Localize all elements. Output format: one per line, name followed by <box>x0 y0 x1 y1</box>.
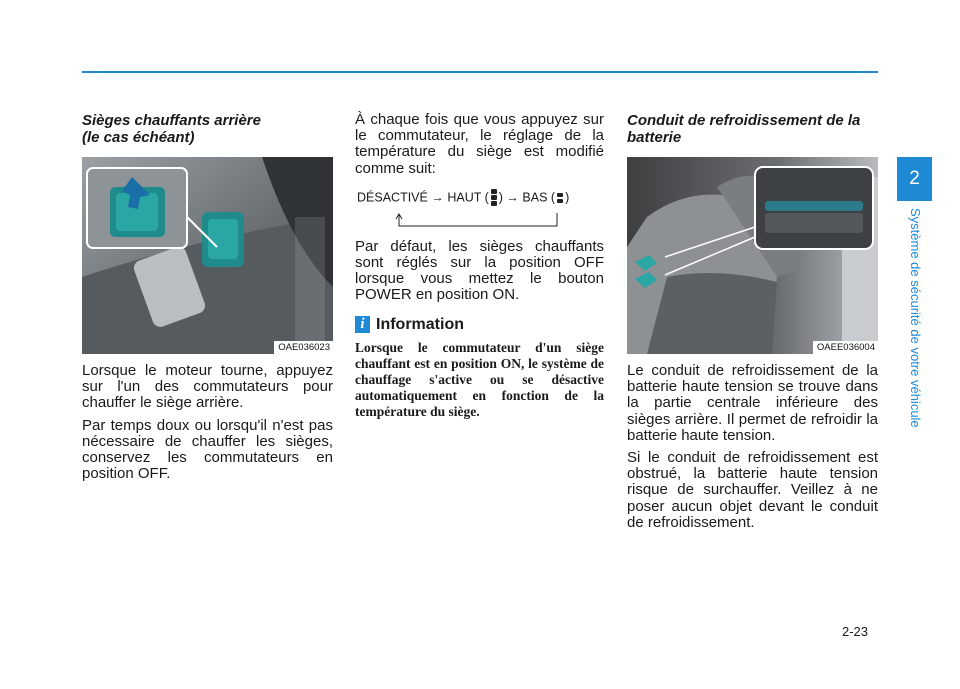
seat-switch-photo <box>82 157 333 354</box>
seat-switch-illustration <box>82 157 333 354</box>
image-code: OAEE036004 <box>813 341 878 354</box>
page-number: 2-23 <box>842 624 869 639</box>
paragraph: Par défaut, les sièges chauffants sont réglés sur la position OFF lorsque vous mettez le bouton POWER en position ON. <box>355 237 604 304</box>
cycle-high-label: HAUT ( <box>447 190 489 205</box>
cycle-diagram <box>355 183 604 235</box>
section-heading <box>82 112 333 146</box>
image-code: OAE036023 <box>274 341 333 354</box>
cycle-low-label: BAS ( <box>522 190 556 205</box>
cycle-close-paren: ) <box>565 190 570 205</box>
heading-line-2: (le cas échéant) <box>82 129 195 146</box>
info-icon: i <box>355 316 370 333</box>
heading-line-1: Sièges chauffants arrière <box>82 112 261 129</box>
paragraph: À chaque fois que vous appuyez sur le commutateur, le réglage de la température du siège est modifié comme suit: <box>355 111 604 177</box>
cycle-return-arrow-icon <box>355 183 604 235</box>
cycle-off-label: DÉSACTIVÉ <box>357 190 428 205</box>
column-battery-cooling <box>627 112 878 537</box>
info-title: Information <box>376 315 464 333</box>
cycle-close-paren: ) <box>498 190 503 205</box>
arrow-icon: → <box>506 190 519 205</box>
paragraph: Le conduit de refroidissement de la batterie haute tension se trouve dans la partie centrale inférieure des sièges arrière. Il permet de refroidir la batterie haute tension. <box>627 362 878 444</box>
information-box <box>355 316 604 420</box>
heading-line-2: batterie <box>627 129 682 146</box>
chapter-title: Système de sécurité de votre véhicule <box>908 208 923 428</box>
paragraph: Si le conduit de refroidissement est obstrué, la batterie haute tension risque de surchauffer. Veillez à ne poser aucun objet devant le conduit de refroidissement. <box>627 449 878 531</box>
heading-line-1: Conduit de refroidissement de la <box>627 112 861 129</box>
chapter-title-vertical <box>903 208 925 453</box>
column-heated-seats <box>82 112 333 488</box>
chapter-number-tab: 2 <box>897 157 932 201</box>
info-body: Lorsque le commutateur d'un siège chauffant est en position ON, le système de chauffage s'active ou se désactive automatiquement en fonction de la température du siège. <box>355 339 604 419</box>
rear-seat-photo <box>627 157 878 354</box>
header-rule <box>82 71 878 73</box>
rear-seat-illustration <box>627 157 878 354</box>
section-heading <box>627 112 878 146</box>
column-temperature-cycle <box>355 112 604 420</box>
arrow-icon: → <box>431 190 444 205</box>
paragraph: Par temps doux ou lorsqu'il n'est pas nécessaire de chauffer les sièges, conservez les commutateurs en position OFF. <box>82 416 333 483</box>
paragraph: Lorsque le moteur tourne, appuyez sur l'un des commutateurs pour chauffer le siège arrière. <box>82 362 333 412</box>
